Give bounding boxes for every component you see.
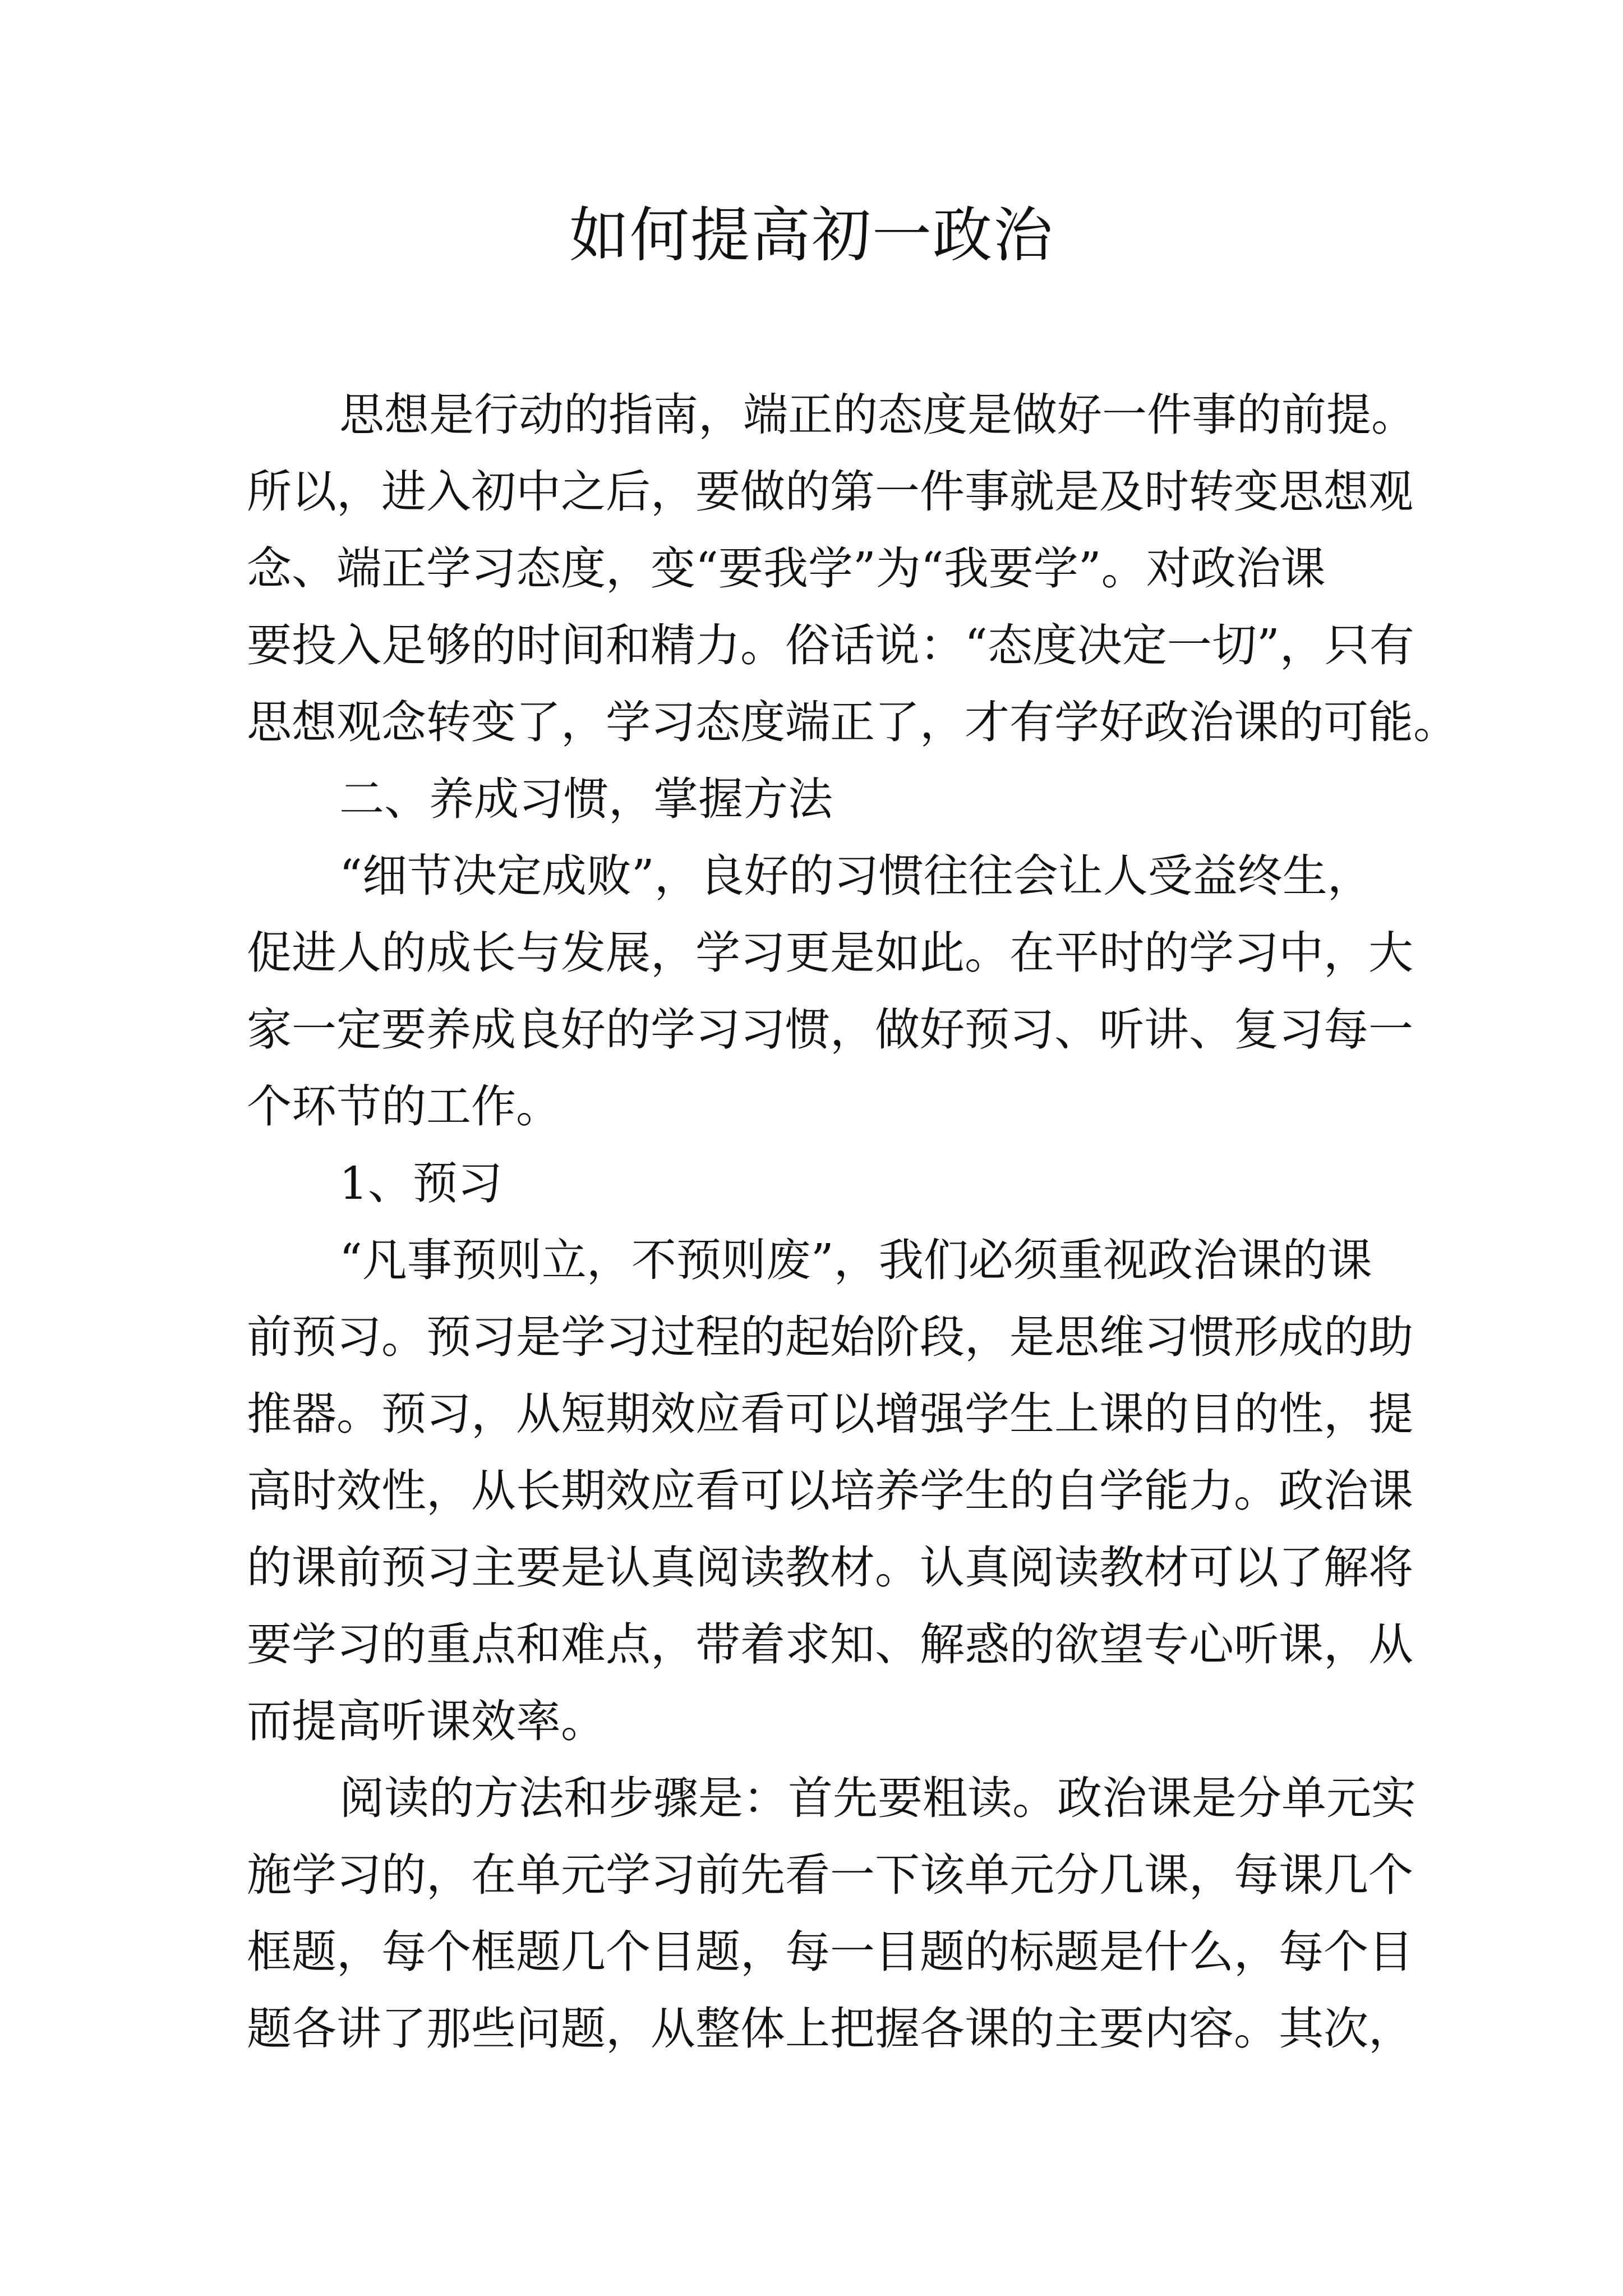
body-line: 前预习。预习是学习过程的起始阶段，是思维习惯形成的助 (247, 1311, 1413, 1363)
body-line: “细节决定成败”，良好的习惯往往会让人受益终生， (339, 850, 1372, 902)
body-line: “凡事预则立，不预则废”，我们必须重视政治课的课 (339, 1234, 1372, 1286)
body-line: 念、端正学习态度，变“要我学”为“我要学”。对政治课 (247, 542, 1326, 595)
body-line: 要学习的重点和难点，带着求知、解惑的欲望专心听课，从 (247, 1618, 1413, 1671)
subsection-heading: 1、预习 (339, 1157, 502, 1209)
body-line: 而提高听课效率。 (247, 1695, 606, 1747)
body-line: 的课前预习主要是认真阅读教材。认真阅读教材可以了解将 (247, 1542, 1413, 1594)
section-heading: 二、养成习惯，掌握方法 (339, 773, 833, 825)
body-line: 思想观念转变了，学习态度端正了，才有学好政治课的可能。 (247, 696, 1458, 748)
body-line: 框题，每个框题几个目题，每一目题的标题是什么，每个目 (247, 1926, 1413, 1978)
body-line: 高时效性，从长期效应看可以培养学生的自学能力。政治课 (247, 1465, 1413, 1517)
body-line: 所以，进入初中之后，要做的第一件事就是及时转变思想观 (247, 466, 1413, 518)
document-title: 如何提高初一政治 (569, 201, 1054, 270)
body-line: 阅读的方法和步骤是：首先要粗读。政治课是分单元实 (339, 1772, 1416, 1824)
body-line: 要投入足够的时间和精力。俗话说：“态度决定一切”，只有 (247, 619, 1414, 671)
body-line: 推器。预习，从短期效应看可以增强学生上课的目的性，提 (247, 1388, 1413, 1440)
body-line: 题各讲了那些问题，从整体上把握各课的主要内容。其次， (247, 2003, 1413, 2055)
body-line: 家一定要养成良好的学习习惯，做好预习、听讲、复习每一 (247, 1004, 1413, 1056)
body-line: 促进人的成长与发展，学习更是如此。在平时的学习中，大 (247, 927, 1413, 979)
body-line: 施学习的，在单元学习前先看一下该单元分几课，每课几个 (247, 1849, 1413, 1901)
body-line: 思想是行动的指南，端正的态度是做好一件事的前提。 (339, 389, 1416, 441)
body-line: 个环节的工作。 (247, 1080, 561, 1133)
